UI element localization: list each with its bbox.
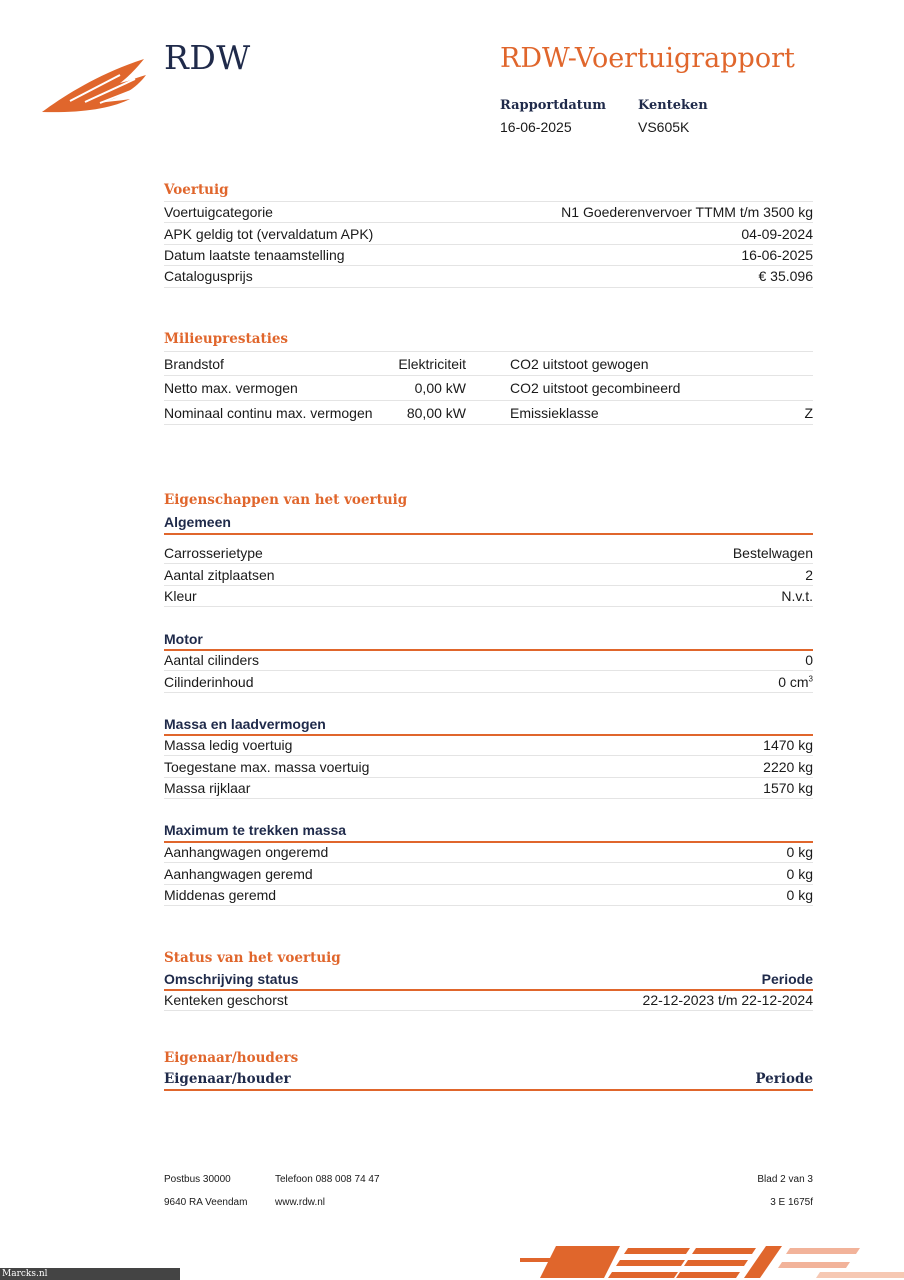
row-label: Datum laatste tenaamstelling (164, 246, 345, 263)
footer-adres: 9640 RA Veendam (164, 1197, 248, 1208)
divider (164, 1089, 813, 1091)
subsection-algemeen-title: Algemeen (164, 514, 231, 530)
column-header: Periode (761, 971, 813, 987)
plate-number: VS605K (638, 119, 690, 135)
section-milieu-title: Milieuprestaties (164, 331, 289, 347)
decorative-stripes-icon (520, 1244, 904, 1280)
row-value: € 35.096 (758, 268, 813, 285)
row-label: Aantal zitplaatsen (164, 566, 275, 583)
row-value: N1 Goederenvervoer TTMM t/m 3500 kg (561, 204, 813, 221)
row-label: APK geldig tot (vervaldatum APK) (164, 225, 374, 242)
row-value: 16-06-2025 (741, 246, 813, 263)
row-label: Catalogusprijs (164, 268, 253, 285)
row-value: 0 (805, 652, 813, 669)
table-row (164, 401, 813, 425)
row-value: 22-12-2023 t/m 22-12-2024 (642, 992, 813, 1009)
row-label: Kleur (164, 587, 197, 604)
row-label: Massa rijklaar (164, 779, 251, 796)
brand-name: RDW (164, 38, 251, 77)
row-label: Netto max. vermogen (164, 380, 298, 397)
table-row (164, 778, 813, 799)
subsection-massa-title: Massa en laadvermogen (164, 716, 326, 732)
table-row (164, 586, 813, 607)
rdw-logo-icon (40, 55, 152, 115)
row-label: Middenas geremd (164, 886, 277, 903)
row-value: 2 (805, 566, 813, 583)
table-row (164, 223, 813, 244)
row-value: 1470 kg (763, 737, 813, 754)
row-label: Cilinderinhoud (164, 673, 254, 690)
table-row (164, 735, 813, 756)
footer-page-number: Blad 2 van 3 (757, 1174, 813, 1185)
status-table (164, 990, 813, 1011)
column-header: Periode (755, 1071, 813, 1087)
row-value: 0,00 kW (414, 380, 466, 397)
table-row (164, 671, 813, 692)
section-eigenaar-title: Eigenaar/houders (164, 1050, 299, 1066)
row-label: Kenteken geschorst (164, 992, 288, 1009)
row-value: Bestelwagen (732, 545, 813, 562)
status-table-header (164, 971, 813, 987)
row-value: 04-09-2024 (741, 225, 813, 242)
plate-label: Kenteken (638, 98, 708, 113)
motor-table (164, 650, 813, 693)
table-row (164, 863, 813, 884)
eigenaar-table-header (164, 1071, 813, 1087)
report-date: 16-06-2025 (500, 119, 572, 135)
table-row (164, 202, 813, 223)
row-label: Nominaal continu max. vermogen (164, 404, 373, 421)
table-row (164, 885, 813, 906)
divider (164, 533, 813, 535)
footer-code: 3 E 1675f (770, 1197, 813, 1208)
subsection-trekken-title: Maximum te trekken massa (164, 822, 347, 838)
section-eigenschappen-title: Eigenschappen van het voertuig (164, 492, 408, 508)
table-row (164, 543, 813, 564)
milieu-table (164, 351, 813, 425)
voertuig-table (164, 201, 813, 288)
row-label: Aantal cilinders (164, 652, 259, 669)
subsection-motor-title: Motor (164, 631, 203, 647)
row-value: 80,00 kW (406, 404, 466, 421)
table-row (164, 376, 813, 400)
table-row (164, 756, 813, 777)
footer-website: www.rdw.nl (275, 1197, 326, 1208)
row-label: Aanhangwagen ongeremd (164, 844, 329, 861)
table-row (164, 842, 813, 863)
footer-postbus: Postbus 30000 (164, 1174, 231, 1185)
trekken-table (164, 842, 813, 906)
row-value: 2220 kg (763, 758, 813, 775)
table-row (164, 266, 813, 287)
report-title: RDW-Voertuigrapport (500, 43, 795, 74)
row-value: 0 kg (786, 844, 813, 861)
watermark-label: Marcks.nl (0, 1268, 180, 1280)
table-row (164, 245, 813, 266)
row-label: CO2 uitstoot gecombineerd (510, 380, 681, 397)
table-row (164, 650, 813, 671)
massa-table (164, 735, 813, 799)
row-label: Carrosserietype (164, 545, 263, 562)
row-value: 0 kg (786, 886, 813, 903)
table-row (164, 352, 813, 376)
section-voertuig-title: Voertuig (164, 182, 229, 198)
algemeen-table (164, 543, 813, 607)
row-label: Toegestane max. massa voertuig (164, 758, 370, 775)
column-header: Eigenaar/houder (164, 1071, 291, 1087)
row-value: 1570 kg (763, 779, 813, 796)
row-label: Emissieklasse (510, 404, 599, 421)
column-header: Omschrijving status (164, 971, 299, 987)
row-value: Z (804, 404, 813, 421)
section-status-title: Status van het voertuig (164, 950, 341, 966)
row-value: N.v.t. (781, 587, 813, 604)
row-label: Voertuigcategorie (164, 204, 273, 221)
report-date-label: Rapportdatum (500, 98, 606, 113)
row-value: Elektriciteit (398, 356, 466, 372)
row-label: Massa ledig voertuig (164, 737, 293, 754)
row-label: CO2 uitstoot gewogen (510, 356, 649, 372)
row-value: 0 $cm^3$ (778, 673, 813, 690)
table-row (164, 990, 813, 1011)
table-row (164, 564, 813, 585)
row-label: Brandstof (164, 356, 224, 372)
row-value: 0 kg (786, 865, 813, 882)
footer-telefoon: Telefoon 088 008 74 47 (275, 1174, 380, 1185)
row-label: Aanhangwagen geremd (164, 865, 313, 882)
